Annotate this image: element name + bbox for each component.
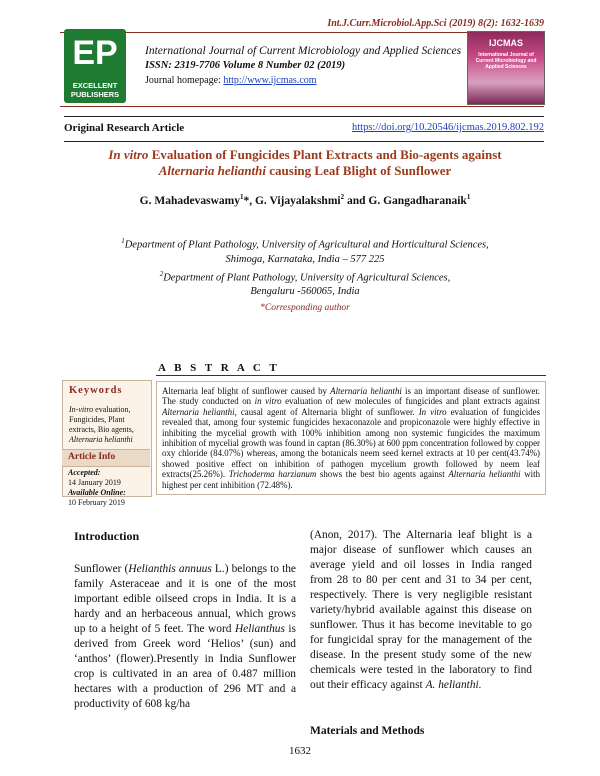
affiliations: $^1$Department of Plant Pathology, University of Agricultural and Horticultural Sciences, Shimoga, Karnataka, India – 577 225 $^2$Department of Plant Pathology, University of Agricultural Sciences, Bengaluru -560065, India bbox=[121, 237, 489, 297]
accepted-label: Accepted: bbox=[68, 468, 101, 477]
abstract-rule bbox=[156, 375, 546, 376]
journal-citation: Int.J.Curr.Microbiol.App.Sci (2019) 8(2): 1632-1639 bbox=[327, 18, 544, 29]
introduction-column-right: (Anon, 2017). The Alternaria leaf blight is a major disease of sunflower which causes an average yield and oil losses in India ranged from 28 to 80 per cent and 31 to 34 per cent, respectively. There is very negligible resistant variety/hybrid available against this disease on sunflower. Thus it has become inevitable to go for fungicidal spray for the management of the disease. In the present study some of the new chemicals were tested in the laboratory to find out their efficacy against A. helianthi. bbox=[310, 529, 532, 691]
keywords-list: In-vitro evaluation, Fungicides, Plant extracts, Bio agents, Alternaria helianthi bbox=[69, 405, 134, 444]
introduction-heading: Introduction bbox=[74, 529, 140, 543]
homepage-link[interactable]: http://www.ijcmas.com bbox=[223, 75, 317, 86]
journal-cover-thumbnail bbox=[467, 31, 545, 105]
logo-text: EXCELLENT PUBLISHERS bbox=[70, 81, 120, 99]
article-info-heading-bar bbox=[62, 449, 150, 467]
keywords-heading: Keywords bbox=[69, 385, 123, 396]
cover-title: IJCMAS bbox=[488, 38, 523, 48]
online-date: 10 February 2019 bbox=[68, 498, 125, 507]
article-info-heading: Article Info bbox=[68, 452, 116, 462]
article-type-bar bbox=[64, 116, 544, 142]
author-name: G. Mahadevaswamy bbox=[139, 194, 240, 207]
journal-homepage bbox=[145, 75, 317, 86]
corresponding-author: *Corresponding author bbox=[260, 303, 350, 313]
author-list: G. Mahadevaswamy$^1$*, G. Vijayalakshmi$^2$ and G. Gangadharanaik$^1$ bbox=[139, 193, 471, 207]
issn-line: ISSN: 2319-7706 Volume 8 Number 02 (2019) bbox=[145, 60, 346, 71]
abstract-text: Alternaria leaf blight of sunflower caused by Alternaria helianthi is an important disease of sunflower. The study conducted on in vitro evaluation of new molecules of fungicides and plant extracts against Alternaria helianthi, causal agent of Alternaria blight of sunflower. In vitro evaluation of fungicides revealed that, among four systemic fungicides hexaconazole and propiconazole were highly effective in inhibiting the mycelial growth with 100% inhibition among non systemic fungicides the maximum inhibition of mycelial growth was found in captan (86.30%) at 600 ppm concentration followed by copper oxy chloride (84.07%) whereas, among the botanicals neem seed kernel extracts at 10 per cent(43.74%) showed positive effect on inhibition of pathogen mycelium growth followed by neem leaf extracts(25.26%). Trichoderma harzianum shows the best bio agents against Alternaria helianthi with highest per cent inhibition (72.48%). bbox=[156, 381, 546, 495]
logo-letters: EP bbox=[72, 34, 118, 72]
homepage-label: Journal homepage: bbox=[145, 75, 224, 86]
introduction-column-left: Sunflower (Helianthis annuus L.) belongs to the family Asteraceae and it is one of the most important edible oilseed crops in India. It is a hardy and an herbaceous annual, which grows up to a height of 5 feet. The word Helianthus is derived from Greek word ‘Helios’ (sun) and ‘anthos’ (flower).Presently in India Sunflower crop is cultivated in an area of 0.487 million hectares with a production of 296 MT and a productivity of 608 kg/ha bbox=[74, 563, 296, 710]
author-name: G. Gangadharanaik bbox=[368, 194, 467, 207]
journal-name: International Journal of Current Microbiology and Applied Sciences bbox=[145, 45, 462, 57]
accepted-date: 14 January 2019 bbox=[68, 478, 121, 487]
doi-link[interactable]: https://doi.org/10.20546/ijcmas.2019.802.192 bbox=[351, 122, 544, 133]
article-info-dates bbox=[68, 468, 150, 508]
abstract-heading: A B S T R A C T bbox=[158, 362, 280, 374]
materials-methods-heading: Materials and Methods bbox=[310, 725, 425, 737]
online-label: Available Online: bbox=[68, 488, 126, 497]
cover-subtitle: International Journal of Current Microbiology and Applied Sciences bbox=[475, 52, 537, 70]
article-type: Original Research Article bbox=[64, 122, 185, 134]
header-rule-bottom bbox=[60, 106, 544, 107]
publisher-logo bbox=[64, 29, 126, 103]
author-name: G. Vijayalakshmi bbox=[254, 194, 341, 207]
paper-title: In vitro Evaluation of Fungicides Plant Extracts and Bio-agents against Alternaria helianthi causing Leaf Blight of Sunflower bbox=[108, 147, 502, 178]
page-number: 1632 bbox=[289, 745, 311, 757]
